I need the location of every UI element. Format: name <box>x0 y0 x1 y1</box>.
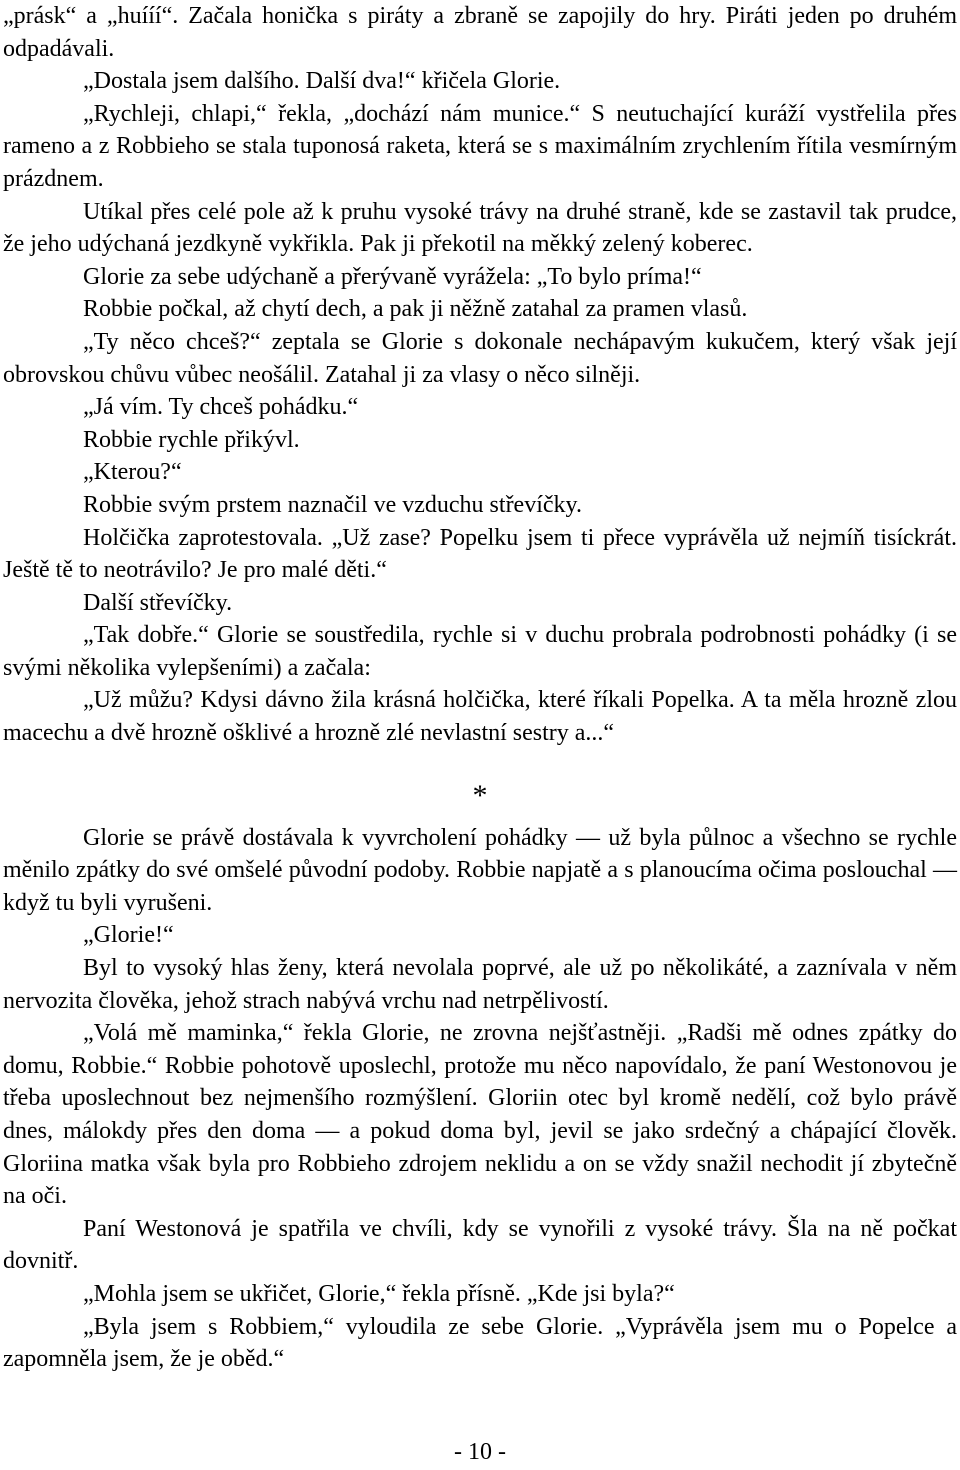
paragraph: „Už můžu? Kdysi dávno žila krásná holčička, které říkali Popelka. A ta měla hrozně zlou macechu a dvě hrozně ošklivé a hrozně zlé nevlastní sestry a...“ <box>3 687 957 747</box>
paragraph: „Volá mě maminka,“ řekla Glorie, ne zrovna nejšťastněji. „Radši mě odnes zpátky do domu, Robbie.“ Robbie pohotově uposlechl, protože mu něco napovídalo, že paní Westonovou je třeba uposlechnout bez nejmenšího rozmýšlení. Gloriin otec byl kromě nedělí, což bylo právě dnes, málokdy přes den doma — a pokud doma byl, jevil se jako srdečný a chápající člověk. Gloriina matka však byla pro Robbieho zdrojem neklidu a on se vždy snažil nechodit jí zbytečně na oči. <box>3 1020 957 1210</box>
paragraph: „prásk“ a „huííí“. Začala honička s piráty a zbraně se zapojily do hry. Piráti jeden po druhém odpadávali. <box>3 3 957 62</box>
paragraph: „Já vím. Ty chceš pohádku.“ <box>83 394 359 421</box>
paragraph: Další střevíčky. <box>83 589 233 616</box>
paragraph: „Mohla jsem se ukřičet, Glorie,“ řekla přísně. „Kde jsi byla?“ <box>83 1280 675 1307</box>
paragraph: „Glorie!“ <box>83 922 174 949</box>
page-number: - 10 - <box>454 1439 506 1465</box>
paragraph: „Byla jsem s Robbiem,“ vyloudila ze sebe Glorie. „Vyprávěla jsem mu o Popelce a zapomněla jsem, že je oběd.“ <box>3 1313 957 1373</box>
paragraph: „Kterou?“ <box>83 459 182 486</box>
paragraph: Glorie za sebe udýchaně a přerývaně vyrážela: „To bylo príma!“ <box>83 263 702 290</box>
paragraph: Utíkal přes celé pole až k pruhu vysoké trávy na druhé straně, kde se zastavil tak prudce, že jeho udýchaná jezdkyně vykřikla. Pak ji překotil na měkký zelený koberec. <box>3 198 957 258</box>
paragraph: „Ty něco chceš?“ zeptala se Glorie s dokonale nechápavým kukučem, který však její obrovskou chůvu vůbec neošálil. Zatahal ji za vlasy o něco silněji. <box>3 328 957 388</box>
paragraph: Byl to vysoký hlas ženy, která nevolala poprvé, ale už po několikáté, a zaznívala v něm nervozita člověka, jehož strach nabývá vrchu nad netrpělivostí. <box>3 955 957 1014</box>
paragraph: Robbie svým prstem naznačil ve vzduchu střevíčky. <box>83 491 582 518</box>
paragraph: „Dostala jsem dalšího. Další dva!“ křičela Glorie. <box>83 68 561 95</box>
paragraph: Robbie počkal, až chytí dech, a pak ji něžně zatahal za pramen vlasů. <box>83 296 748 323</box>
paragraph: „Tak dobře.“ Glorie se soustředila, rychle si v duchu probrala podrobnosti pohádky (i se svými několika vylepšeními) a začala: <box>3 622 957 681</box>
paragraph: Paní Westonová je spatřila ve chvíli, kdy se vynořili z vysoké trávy. Šla na ně počkat dovnitř. <box>3 1215 957 1275</box>
paragraph: Glorie se právě dostávala k vyvrcholení pohádky — už byla půlnoc a všechno se rychle měnilo zpátky do své omšelé původní podoby. Robbie napjatě a s planoucíma očima poslouchal — když tu byli vyrušeni. <box>3 824 957 916</box>
body-text <box>3 0 957 1376</box>
paragraph: Robbie rychle přikývl. <box>83 426 300 453</box>
paragraph: „Rychleji, chlapi,“ řekla, „dochází nám munice.“ S neutuchající kuráží vystřelila přes rameno a z Robbieho se stala tuponosá raketa, která se s maximálním zrychlením řítila vesmírným prázdnem. <box>3 100 957 192</box>
section-break: * <box>472 778 488 812</box>
paragraph: Holčička zaprotestovala. „Už zase? Popelku jsem ti přece vyprávěla už nejmíň tisíckrát. Ještě tě to neotrávilo? Je pro malé děti.“ <box>3 524 957 584</box>
